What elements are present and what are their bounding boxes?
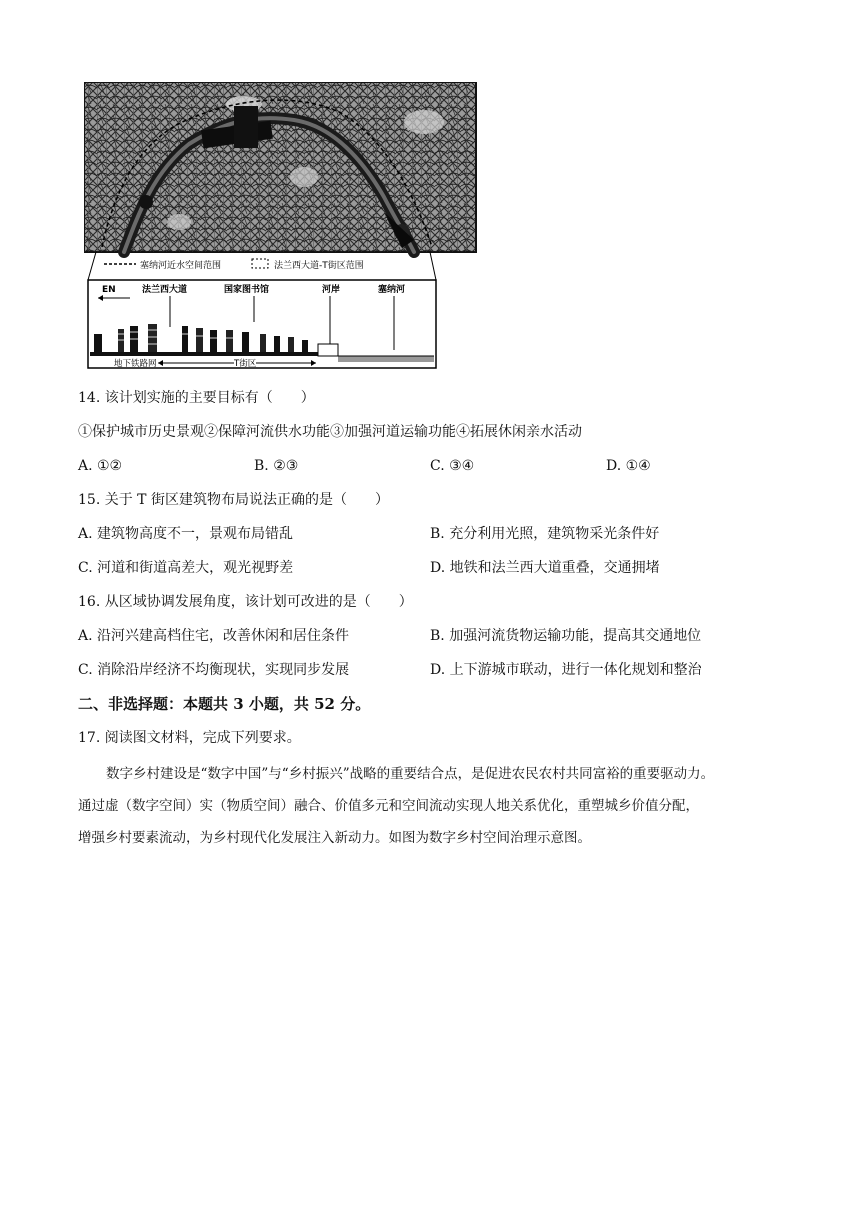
q15-stem: 15. 关于 T 街区建筑物布局说法正确的是（ ） <box>78 492 389 508</box>
legend-river-label: 塞纳河近水空间范围 <box>140 261 222 271</box>
q15-option-c[interactable]: C. 河道和街道高差大，观光视野差 <box>78 560 294 576</box>
q15-option-b[interactable]: B. 充分利用光照，建筑物采光条件好 <box>430 526 660 542</box>
q14-option-c[interactable]: C. ③④ <box>430 458 475 474</box>
q15-option-a[interactable]: A. 建筑物高度不一，景观布局错乱 <box>78 526 294 542</box>
cross-section <box>88 280 436 369</box>
q14-stem: 14. 该计划实施的主要目标有（ ） <box>78 390 315 406</box>
map-section-illustration <box>84 82 480 372</box>
q16-option-b[interactable]: B. 加强河流货物运输功能，提高其交通地位 <box>430 628 702 644</box>
label-rail: 地下铁路网 <box>114 359 157 369</box>
q14-items: ①保护城市历史景观②保障河流供水功能③加强河道运输功能④拓展休闲亲水活动 <box>78 424 582 440</box>
label-avenue: 法兰西大道 <box>142 285 188 295</box>
q17-paragraph-line-3: 增强乡村要素流动，为乡村现代化发展注入新动力。如图为数字乡村空间治理示意图。 <box>78 830 591 846</box>
legend-district-label: 法兰西大道-T街区范围 <box>274 261 364 271</box>
label-river: 塞纳河 <box>378 285 406 295</box>
q14-option-b[interactable]: B. ②③ <box>254 458 299 474</box>
q14-option-d[interactable]: D. ①④ <box>606 458 651 474</box>
label-library: 国家图书馆 <box>224 285 270 295</box>
q16-option-c[interactable]: C. 消除沿岸经济不均衡现状，实现同步发展 <box>78 662 350 678</box>
q15-option-d[interactable]: D. 地铁和法兰西大道重叠，交通拥堵 <box>430 560 660 576</box>
map-figure <box>84 82 480 372</box>
label-tdistrict: T街区 <box>234 359 257 369</box>
q16-stem: 16. 从区域协调发展角度，该计划可改进的是（ ） <box>78 594 413 610</box>
q16-option-d[interactable]: D. 上下游城市联动，进行一体化规划和整治 <box>430 662 702 678</box>
q14-option-a[interactable]: A. ①② <box>78 458 123 474</box>
q17-paragraph-line-2: 通过虚（数字空间）实（物质空间）融合、价值多元和空间流动实现人地关系优化，重塑城乡价值分配， <box>78 798 699 814</box>
q17-paragraph-line-1: 数字乡村建设是“数字中国”与“乡村振兴”战略的重要结合点，是促进农民农村共同富裕的重要驱动力。 <box>106 766 715 782</box>
label-en: EN <box>102 285 116 295</box>
label-bank: 河岸 <box>322 285 341 295</box>
paris-map <box>84 82 476 252</box>
q16-option-a[interactable]: A. 沿河兴建高档住宅，改善休闲和居住条件 <box>78 628 350 644</box>
section-heading: 二、非选择题：本题共 3 小题，共 52 分。 <box>78 695 371 713</box>
map-legend <box>104 259 364 271</box>
q17-stem: 17. 阅读图文材料，完成下列要求。 <box>78 730 301 746</box>
